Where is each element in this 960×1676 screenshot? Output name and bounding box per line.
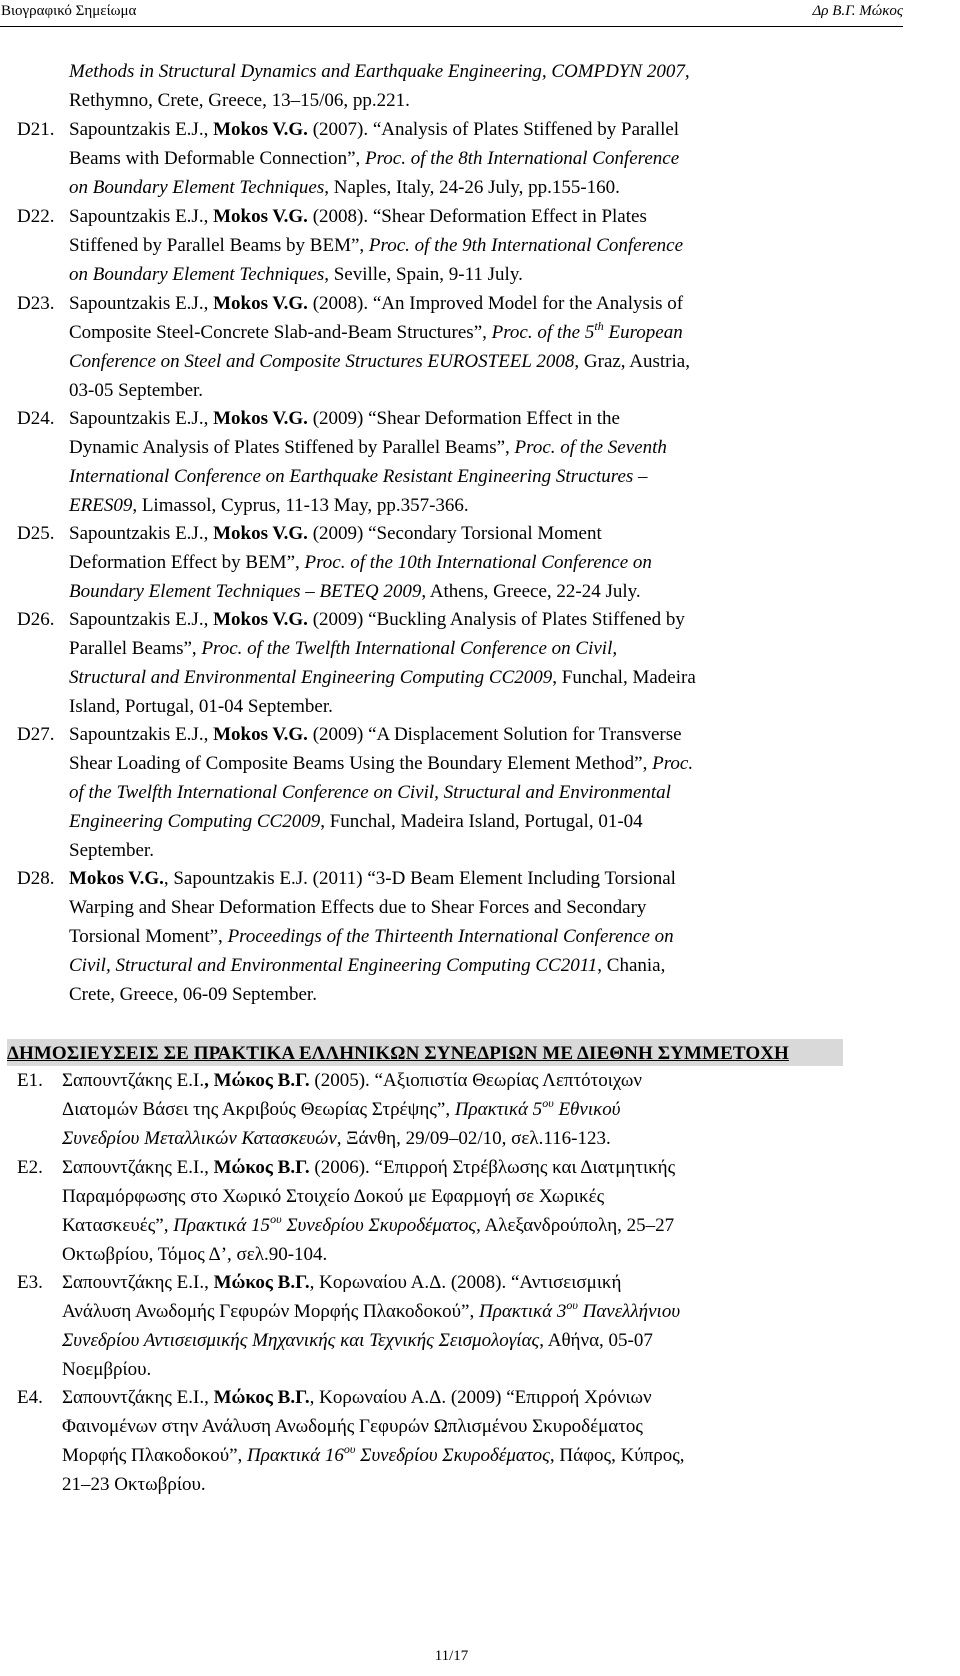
- text-line: Mokos V.G., Sapountzakis E.J. (2011) “3-D Beam Element Including Torsional: [69, 868, 676, 889]
- entry-number: D23.: [17, 293, 55, 314]
- text-line: on Boundary Element Techniques, Naples, Italy, 24-26 July, pp.155-160.: [69, 177, 620, 198]
- page-number: 11/17: [434, 1648, 469, 1664]
- text-line: Civil, Structural and Environmental Engineering Computing CC2011, Chania,: [69, 955, 666, 976]
- text-line: International Conference on Earthquake Resistant Engineering Structures –: [69, 466, 648, 487]
- text-line: Sapountzakis E.J., Mokos V.G. (2009) “Secondary Torsional Moment: [69, 523, 602, 544]
- text-line: of the Twelfth International Conference on Civil, Structural and Environmental: [69, 782, 671, 803]
- entry-number: D25.: [17, 523, 55, 544]
- publication-entry-e3: [17, 1268, 903, 1384]
- publication-entry-d27: [17, 720, 903, 865]
- text-line: Νοεμβρίου.: [62, 1359, 152, 1380]
- text-line: Σαπουντζάκης Ε.Ι., Μώκος Β.Γ., Κορωναίου Α.Δ. (2009) “Επιρροή Χρόνιων: [62, 1387, 652, 1408]
- publication-entry-e2: [17, 1153, 903, 1269]
- text-line: Conference on Steel and Composite Structures EUROSTEEL 2008, Graz, Austria,: [69, 351, 690, 372]
- text-line: ERES09, Limassol, Cyprus, 11-13 May, pp.357-366.: [69, 495, 469, 516]
- entry-number: Ε1.: [17, 1070, 43, 1091]
- entry-continuation: [17, 57, 903, 115]
- text-line: Torsional Moment”, Proceedings of the Thirteenth International Conference on: [69, 926, 674, 947]
- entry-number: Ε4.: [17, 1387, 43, 1408]
- page-header: [0, 0, 903, 27]
- publication-entry-d24: [17, 404, 903, 520]
- text-line: September.: [69, 840, 154, 861]
- entry-number: Ε2.: [17, 1157, 43, 1178]
- text-line: on Boundary Element Techniques, Seville, Spain, 9-11 July.: [69, 264, 523, 285]
- entry-number: D27.: [17, 724, 55, 745]
- entry-number: D22.: [17, 206, 55, 227]
- publication-entry-d28: [17, 864, 903, 1009]
- text-line: Parallel Beams”, Proc. of the Twelfth International Conference on Civil,: [69, 638, 618, 659]
- publication-entry-d26: [17, 605, 903, 721]
- text-line: Σαπουντζάκης Ε.Ι., Μώκος Β.Γ., Κορωναίου Α.Δ. (2008). “Αντισεισμική: [62, 1272, 622, 1293]
- text-line: Crete, Greece, 06-09 September.: [69, 984, 317, 1005]
- text-line: 03-05 September.: [69, 380, 204, 401]
- text-line: 21–23 Οκτωβρίου.: [62, 1474, 206, 1495]
- entry-number: Ε3.: [17, 1272, 43, 1293]
- text-line: Stiffened by Parallel Beams by BEM”, Proc. of the 9th International Conference: [69, 235, 684, 256]
- document-title: Βιογραφικό Σημείωμα: [1, 3, 137, 19]
- publication-entry-d25: [17, 519, 903, 606]
- text-line: Warping and Shear Deformation Effects due to Shear Forces and Secondary: [69, 897, 647, 918]
- entry-number: D21.: [17, 119, 55, 140]
- entry-number: D28.: [17, 868, 55, 889]
- text-line: Σαπουντζάκης Ε.Ι., Μώκος Β.Γ. (2005). “Αξιοπιστία Θεωρίας Λεπτότοιχων: [62, 1070, 643, 1091]
- text-line: Sapountzakis E.J., Mokos V.G. (2009) “A Displacement Solution for Transverse: [69, 724, 682, 745]
- text-line: Sapountzakis E.J., Mokos V.G. (2008). “An Improved Model for the Analysis of: [69, 293, 684, 314]
- text-line: Island, Portugal, 01-04 September.: [69, 696, 333, 717]
- text-line: Shear Loading of Composite Beams Using the Boundary Element Method”, Proc.: [69, 753, 694, 774]
- text-line: Boundary Element Techniques – BETEQ 2009, Athens, Greece, 22-24 July.: [69, 581, 641, 602]
- text-line: Engineering Computing CC2009, Funchal, Madeira Island, Portugal, 01-04: [69, 811, 643, 832]
- text-line: Sapountzakis E.J., Mokos V.G. (2008). “Shear Deformation Effect in Plates: [69, 206, 647, 227]
- text-line: Παραμόρφωσης στο Χωρικό Στοιχείο Δοκού με Εφαρμογή σε Χωρικές: [62, 1186, 605, 1207]
- entry-number: D26.: [17, 609, 55, 630]
- publication-entry-e4: [17, 1383, 903, 1499]
- text-line: Sapountzakis E.J., Mokos V.G. (2009) “Buckling Analysis of Plates Stiffened by: [69, 609, 685, 630]
- text-line: Μορφής Πλακοδοκού”, Πρακτικά $16^{o\upsilon}$ Συνεδρίου Σκυροδέματος, Πάφος, Κύπρος,: [62, 1442, 685, 1466]
- text-line: Dynamic Analysis of Plates Stiffened by Parallel Beams”, Proc. of the Seventh: [69, 437, 667, 458]
- text-line: Composite Steel-Concrete Slab-and-Beam Structures”, Proc. of the 5th European: [69, 319, 683, 343]
- text-line: Συνεδρίου Μεταλλικών Κατασκευών, Ξάνθη, 29/09–02/10, σελ.116-123.: [62, 1128, 611, 1149]
- text-line: Διατομών Βάσει της Ακριβούς Θεωρίας Στρέψης”, Πρακτικά $5^{o\upsilon}$ Εθνικού: [62, 1096, 621, 1120]
- text-line: Κατασκευές”, Πρακτικά $15^{o\upsilon}$ Συνεδρίου Σκυροδέματος, Αλεξανδρούπολη, 25–27: [62, 1212, 675, 1236]
- text-line: Beams with Deformable Connection”, Proc. of the 8th International Conference: [69, 148, 680, 169]
- text-line: Φαινομένων στην Ανάλυση Ανωδομής Γεφυρών Ωπλισμένου Σκυροδέματος: [62, 1416, 643, 1437]
- publication-entry-d21: [17, 115, 903, 202]
- text-line: Rethymno, Crete, Greece, 13–15/06, pp.221.: [69, 90, 410, 111]
- text-line: Συνεδρίου Αντισεισμικής Μηχανικής και Τεχνικής Σεισμολογίας, Αθήνα, 05-07: [62, 1330, 653, 1351]
- author-name: Δρ Β.Γ. Μώκος: [812, 3, 903, 19]
- text-line: Deformation Effect by BEM”, Proc. of the 10th International Conference on: [69, 552, 652, 573]
- publication-entry-e1: [17, 1066, 903, 1153]
- text-line: Οκτωβρίου, Τόμος Δ’, σελ.90-104.: [62, 1244, 328, 1265]
- text-line: Structural and Environmental Engineering Computing CC2009, Funchal, Madeira: [69, 667, 696, 688]
- text-line: Ανάλυση Ανωδομής Γεφυρών Μορφής Πλακοδοκού”, Πρακτικά $3^{o\upsilon}$ Πανελλήνιου: [62, 1298, 681, 1322]
- text-line: Methods in Structural Dynamics and Earthquake Engineering, COMPDYN 2007,: [69, 61, 690, 82]
- text-line: Sapountzakis E.J., Mokos V.G. (2009) “Shear Deformation Effect in the: [69, 408, 620, 429]
- text-line: Sapountzakis E.J., Mokos V.G. (2007). “Analysis of Plates Stiffened by Parallel: [69, 119, 680, 140]
- publication-entry-d23: [17, 289, 903, 405]
- text-line: Σαπουντζάκης Ε.Ι., Μώκος Β.Γ. (2006). “Επιρροή Στρέβλωσης και Διατμητικής: [62, 1157, 676, 1178]
- publication-entry-d22: [17, 202, 903, 289]
- entry-number: D24.: [17, 408, 55, 429]
- section-heading: ΔΗΜΟΣΙΕΥΣΕΙΣ ΣΕ ΠΡΑΚΤΙΚΑ ΕΛΛΗΝΙΚΩΝ ΣΥΝΕΔΡΙΩΝ ΜΕ ΔΙΕΘΝΗ ΣΥΜΜΕΤΟΧΗ: [7, 1039, 843, 1066]
